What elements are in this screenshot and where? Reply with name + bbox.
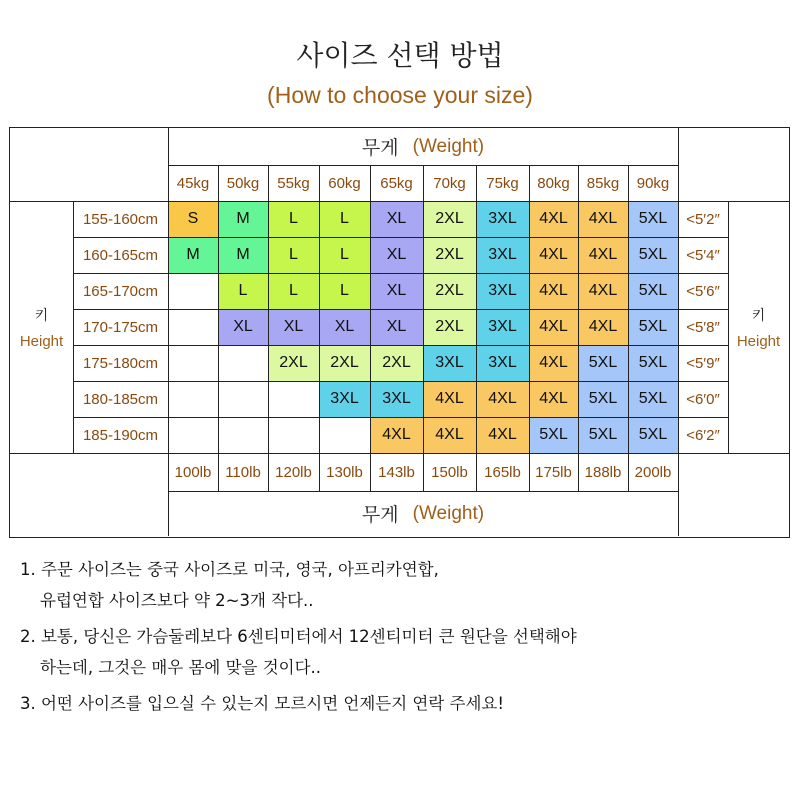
weight-kg-header: 50kg <box>226 174 260 192</box>
height-ft-label: <5′9″ <box>686 354 720 372</box>
grid-line <box>678 128 679 536</box>
grid-line <box>268 165 269 201</box>
weight-lb-header: 130lb <box>326 463 363 481</box>
grid-line <box>319 453 320 491</box>
size-cell: M <box>218 237 268 273</box>
weight-kg-header: 85kg <box>586 174 620 192</box>
size-cell: 5XL <box>628 345 678 381</box>
grid-line <box>73 381 728 382</box>
height-cm-label: 185-190cm <box>82 426 159 444</box>
weight-label-ko: 무게 <box>361 137 399 159</box>
weight-lb-header: 110lb <box>225 463 261 481</box>
grid-line <box>628 201 629 453</box>
empty-cell <box>168 417 218 453</box>
grid-line <box>218 453 219 491</box>
size-cell: 5XL <box>628 381 678 417</box>
note-line: 2. 보통, 당신은 가슴둘레보다 6센티미터에서 12센티미터 큰 원단을 선택해야 <box>20 627 577 646</box>
grid-line <box>73 237 728 238</box>
size-cell: XL <box>218 309 268 345</box>
grid-line <box>529 201 530 453</box>
grid-line <box>529 453 530 491</box>
size-cell: L <box>268 237 319 273</box>
weight-kg-header: 60kg <box>328 174 361 192</box>
size-cell: M <box>168 237 218 273</box>
height-cm-label: 170-175cm <box>82 318 159 336</box>
weight-kg-header: 70kg <box>433 174 466 192</box>
size-cell: 4XL <box>529 273 578 309</box>
size-cell: 5XL <box>529 417 578 453</box>
size-cell: XL <box>319 309 370 345</box>
size-cell: 5XL <box>628 417 678 453</box>
grid-line <box>578 453 579 491</box>
height-label-right <box>728 201 789 453</box>
grid-line <box>529 165 530 201</box>
grid-line <box>370 201 371 453</box>
weight-kg-header: 65kg <box>380 174 413 192</box>
height-label-en: Height <box>19 332 64 350</box>
weight-lb-header: 100lb <box>174 463 212 481</box>
grid-line <box>73 201 74 453</box>
size-cell: L <box>319 237 370 273</box>
weight-lb-header: 143lb <box>378 463 415 481</box>
weight-kg-header: 75kg <box>486 174 519 192</box>
note-line: 유럽연합 사이즈보다 약 2~3개 작다.. <box>40 590 314 610</box>
size-cell: L <box>218 273 268 309</box>
note-line: 3. 어떤 사이즈를 입으실 수 있는지 모르시면 언제든지 연락 주세요! <box>20 694 504 713</box>
height-cm-label: 180-185cm <box>82 390 159 408</box>
size-cell: 4XL <box>529 381 578 417</box>
grid-line <box>476 453 477 491</box>
grid-line <box>73 417 728 418</box>
page-subtitle: (How to choose your size) <box>267 82 533 108</box>
empty-cell <box>168 273 218 309</box>
size-cell: 3XL <box>476 273 529 309</box>
size-cell: 5XL <box>628 201 678 237</box>
empty-cell <box>268 417 319 453</box>
size-cell: 4XL <box>578 309 628 345</box>
size-cell: 2XL <box>268 345 319 381</box>
grid-line <box>73 345 728 346</box>
height-ft-label: <5′2″ <box>686 210 720 228</box>
size-cell: 2XL <box>423 273 476 309</box>
size-cell: 4XL <box>529 345 578 381</box>
height-cm-label: 165-170cm <box>82 282 159 300</box>
weight-lb-header: 165lb <box>484 463 521 481</box>
size-cell: 4XL <box>423 417 476 453</box>
grid-line <box>319 165 320 201</box>
grid-line <box>73 309 728 310</box>
grid-line <box>628 165 629 201</box>
weight-lb-header: 120lb <box>275 463 312 481</box>
size-cell: 4XL <box>476 417 529 453</box>
weight-kg-header: 45kg <box>176 174 210 192</box>
empty-cell <box>168 345 218 381</box>
size-cell: XL <box>268 309 319 345</box>
size-chart-table <box>9 127 790 538</box>
size-cell: 5XL <box>578 381 628 417</box>
grid-line <box>628 453 629 491</box>
grid-line <box>370 453 371 491</box>
weight-label-ko: 무게 <box>361 504 399 526</box>
weight-kg-header: 55kg <box>277 174 310 192</box>
note-item <box>20 562 790 609</box>
grid-line <box>476 165 477 201</box>
grid-line <box>168 491 678 492</box>
size-cell: 2XL <box>423 201 476 237</box>
size-cell: L <box>268 201 319 237</box>
size-cell: 4XL <box>578 201 628 237</box>
size-cell: XL <box>370 201 423 237</box>
grid-line <box>73 273 728 274</box>
size-cell: 4XL <box>578 273 628 309</box>
empty-cell <box>268 381 319 417</box>
empty-cell <box>319 417 370 453</box>
size-cell: 3XL <box>476 345 529 381</box>
grid-line <box>476 201 477 453</box>
size-cell: 3XL <box>476 201 529 237</box>
height-ft-label: <5′8″ <box>686 318 720 336</box>
empty-cell <box>218 381 268 417</box>
height-label-en: Height <box>736 332 781 350</box>
grid-line <box>578 165 579 201</box>
size-cell: L <box>319 201 370 237</box>
grid-line <box>218 165 219 201</box>
note-line: 하는데, 그것은 매우 몸에 맞을 것이다.. <box>40 657 322 677</box>
size-cell: 2XL <box>370 345 423 381</box>
size-cell: 4XL <box>423 381 476 417</box>
note-item <box>20 629 790 676</box>
grid-line <box>578 201 579 453</box>
grid-line <box>423 201 424 453</box>
grid-line <box>268 453 269 491</box>
size-cell: XL <box>370 309 423 345</box>
weight-lb-header: 200lb <box>634 463 672 481</box>
grid-line <box>268 201 269 453</box>
height-cm-label: 175-180cm <box>82 354 159 372</box>
size-cell: 4XL <box>578 237 628 273</box>
grid-line <box>218 201 219 453</box>
height-cm-label: 155-160cm <box>82 210 159 228</box>
size-cell: 5XL <box>628 309 678 345</box>
size-cell: 2XL <box>423 309 476 345</box>
grid-line <box>370 165 371 201</box>
size-cell: L <box>268 273 319 309</box>
height-label-left <box>10 201 73 453</box>
size-cell: 3XL <box>370 381 423 417</box>
weight-lb-header: 150lb <box>431 463 468 481</box>
size-cell: L <box>319 273 370 309</box>
size-cell: XL <box>370 273 423 309</box>
empty-cell <box>168 309 218 345</box>
grid-line <box>423 453 424 491</box>
height-ft-label: <6′0″ <box>686 390 720 408</box>
notes-list <box>20 562 790 733</box>
size-cell: 2XL <box>423 237 476 273</box>
size-cell: 3XL <box>476 309 529 345</box>
size-cell: M <box>218 201 268 237</box>
weight-label-bottom <box>168 491 678 536</box>
weight-label-top <box>168 128 678 165</box>
height-ft-label: <5′4″ <box>686 246 720 264</box>
grid-line <box>168 128 169 536</box>
weight-label-en: (Weight) <box>412 135 485 157</box>
height-ft-label: <5′6″ <box>686 282 720 300</box>
weight-lb-header: 188lb <box>584 463 622 481</box>
size-cell: 4XL <box>529 237 578 273</box>
grid-line <box>10 453 789 454</box>
size-cell: 5XL <box>628 273 678 309</box>
size-cell: 3XL <box>476 237 529 273</box>
grid-line <box>10 201 789 202</box>
size-cell: 3XL <box>319 381 370 417</box>
size-cell: S <box>168 201 218 237</box>
page-title: 사이즈 선택 방법 <box>296 39 504 72</box>
height-ft-label: <6′2″ <box>686 426 720 444</box>
size-cell: XL <box>370 237 423 273</box>
weight-kg-header: 90kg <box>636 174 670 192</box>
grid-line <box>319 201 320 453</box>
empty-cell <box>168 381 218 417</box>
weight-lb-header: 175lb <box>535 463 572 481</box>
weight-kg-header: 80kg <box>537 174 570 192</box>
note-item <box>20 696 790 713</box>
size-cell: 4XL <box>370 417 423 453</box>
size-cell: 2XL <box>319 345 370 381</box>
weight-label-en: (Weight) <box>412 502 485 524</box>
empty-cell <box>218 417 268 453</box>
grid-line <box>728 201 729 453</box>
note-line: 1. 주문 사이즈는 중국 사이즈로 미국, 영국, 아프리카연합, <box>20 560 439 579</box>
empty-cell <box>218 345 268 381</box>
size-cell: 5XL <box>628 237 678 273</box>
size-cell: 5XL <box>578 417 628 453</box>
size-cell: 4XL <box>476 381 529 417</box>
height-label-ko: 키 <box>751 306 766 323</box>
height-cm-label: 160-165cm <box>82 246 159 264</box>
size-cell: 5XL <box>578 345 628 381</box>
grid-line <box>423 165 424 201</box>
height-label-ko: 키 <box>34 306 49 323</box>
size-cell: 4XL <box>529 309 578 345</box>
size-cell: 4XL <box>529 201 578 237</box>
size-cell: 3XL <box>423 345 476 381</box>
